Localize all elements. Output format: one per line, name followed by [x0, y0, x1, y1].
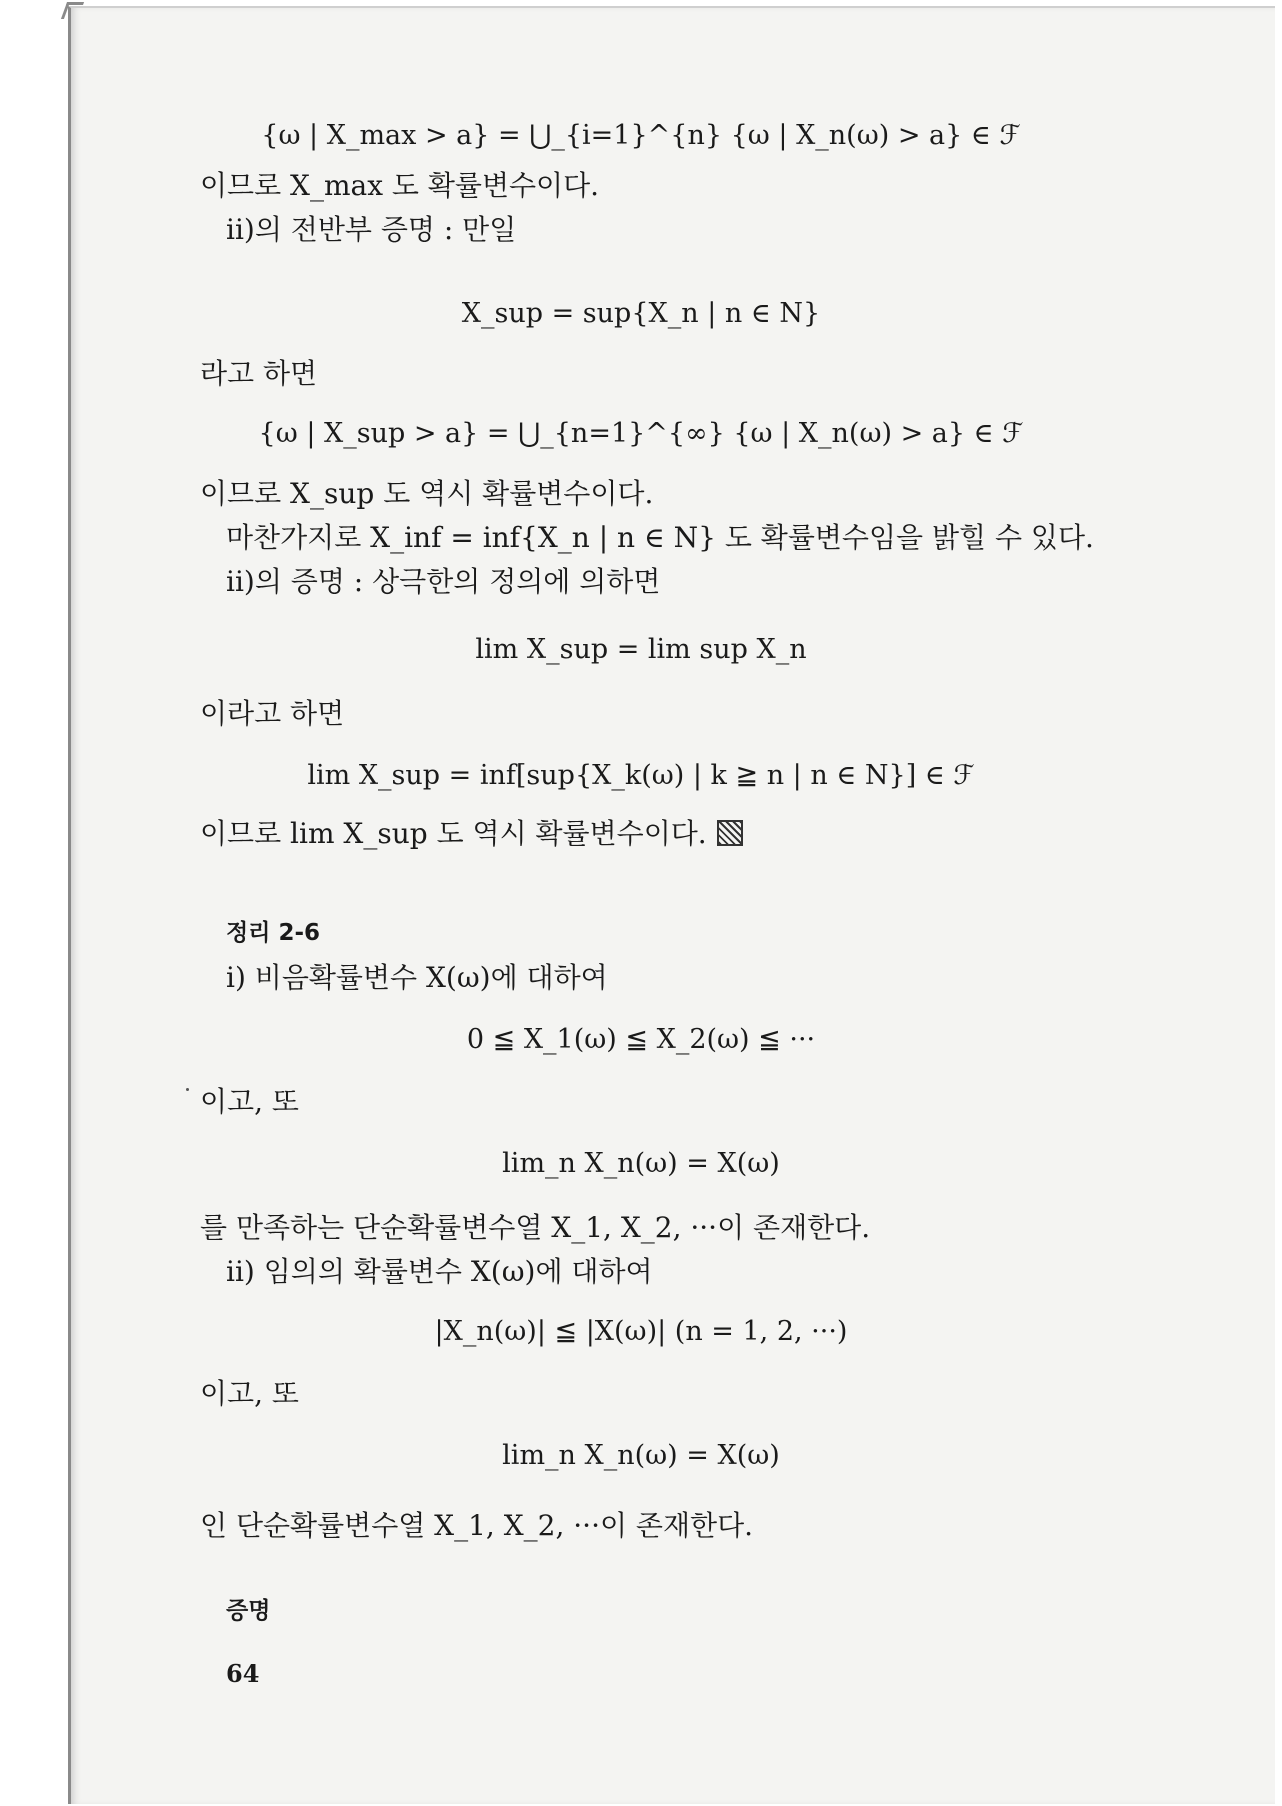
text-line: 이고, 또	[200, 1085, 299, 1118]
text-line: 마찬가지로 X_inf = inf{X_n | n ∈ N} 도 확률변수임을 밝힐 수 있다.	[226, 521, 1094, 554]
equation-limit-2: lim_n X_n(ω) = X(ω)	[502, 1440, 780, 1471]
text-line: 이고, 또	[200, 1377, 299, 1410]
text-line: 를 만족하는 단순확률변수열 X_1, X_2, ···이 존재한다.	[200, 1211, 871, 1244]
text-line: ii) 임의의 확률변수 X(ω)에 대하여	[226, 1255, 653, 1288]
text-line: 이므로 X_sup 도 역시 확률변수이다.	[200, 477, 654, 510]
equation-xmax: {ω | X_max > a} = ⋃_{i=1}^{n} {ω | X_n(ω) > a} ∈ ℱ	[261, 120, 1021, 151]
scan-speck	[186, 1088, 189, 1091]
equation-xsup: {ω | X_sup > a} = ⋃_{n=1}^{∞} {ω | X_n(ω) > a} ∈ ℱ	[258, 418, 1024, 449]
text-line: i) 비음확률변수 X(ω)에 대하여	[226, 961, 608, 994]
equation-limsup: lim X_sup = inf[sup{X_k(ω) | k ≧ n | n ∈ N}] ∈ ℱ	[307, 760, 975, 791]
text-line: ii)의 증명 : 상극한의 정의에 의하면	[226, 565, 661, 598]
theorem-heading: 정리 2-6	[226, 920, 320, 946]
text-line: 인 단순확률변수열 X_1, X_2, ···이 존재한다.	[200, 1509, 754, 1542]
text-line: 라고 하면	[200, 357, 318, 390]
equation-limsup-definition: lim X_sup = lim sup X_n	[475, 634, 807, 665]
equation-limit-1: lim_n X_n(ω) = X(ω)	[502, 1148, 780, 1179]
page-number: 64	[226, 1659, 260, 1688]
text-line-with-end-mark	[200, 817, 743, 850]
text-line: 이라고 하면	[200, 697, 345, 730]
equation-monotone: 0 ≦ X_1(ω) ≦ X_2(ω) ≦ ···	[466, 1024, 816, 1055]
end-of-proof-icon	[717, 820, 743, 846]
equation-xsup-definition: X_sup = sup{X_n | n ∈ N}	[461, 298, 821, 329]
text-line: ii)의 전반부 증명 : 만일	[226, 213, 517, 246]
text-line: 이므로 X_max 도 확률변수이다.	[200, 169, 600, 202]
proof-heading: 증명	[226, 1598, 271, 1624]
equation-bound: |X_n(ω)| ≦ |X(ω)| (n = 1, 2, ···)	[434, 1316, 848, 1347]
text-line: 이므로 lim X_sup 도 역시 확률변수이다.	[200, 817, 707, 850]
